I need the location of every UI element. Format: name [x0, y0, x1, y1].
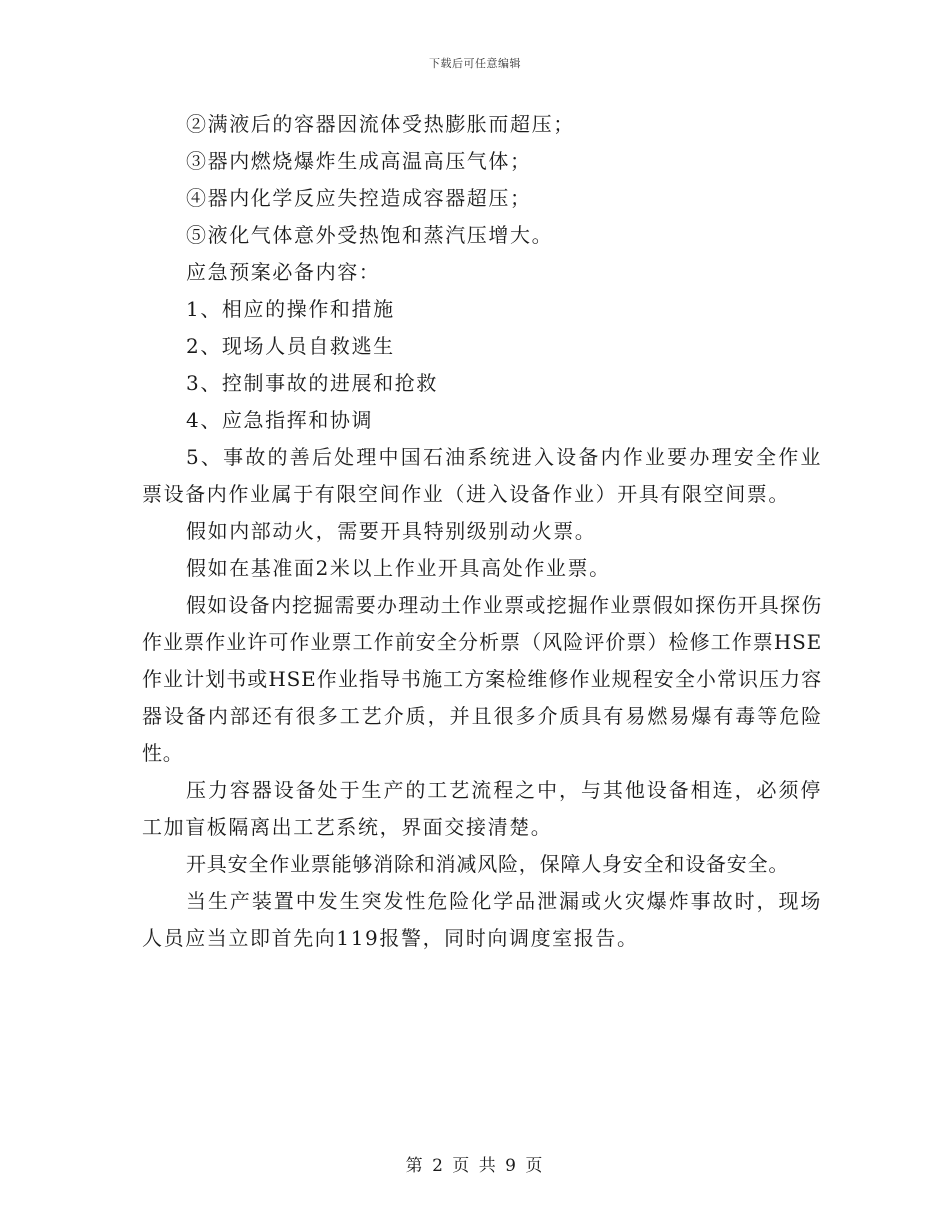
paragraph: ⑤液化气体意外受热饱和蒸汽压增大。 [186, 223, 554, 247]
paragraph: 4、应急指挥和协调 [186, 408, 374, 432]
paragraph: 假如设备内挖掘需要办理动土作业票或挖掘作业票假如探伤开具探伤作业票作业许可作业票工作前安全分析票（风险评价票）检修工作票HSE作业计划书或HSE作业指导书施工方案检维修作业规程安全小常识压力容器设备内部还有很多工艺介质，并且很多介质具有易燃易爆有毒等危险性。 [142, 593, 822, 765]
page-number: 第 2 页 共 9 页 [405, 1156, 545, 1176]
paragraph: ④器内化学反应失控造成容器超压； [186, 186, 532, 210]
paragraph: ③器内燃烧爆炸生成高温高压气体； [186, 149, 532, 173]
paragraph: ②满液后的容器因流体受热膨胀而超压； [186, 112, 575, 136]
paragraph: 当生产装置中发生突发性危险化学品泄漏或火灾爆炸事故时，现场人员应当立即首先向119报警，同时向调度室报告。 [142, 889, 822, 950]
page-header: 下载后可任意编辑 [429, 57, 521, 70]
paragraph: 3、控制事故的进展和抢救 [186, 371, 438, 395]
paragraph: 压力容器设备处于生产的工艺流程之中，与其他设备相连，必须停工加盲板隔离出工艺系统，界面交接清楚。 [142, 778, 822, 839]
paragraph: 开具安全作业票能够消除和消减风险，保障人身安全和设备安全。 [186, 852, 790, 876]
paragraph: 假如内部动火，需要开具特别级别动火票。 [186, 519, 597, 543]
paragraph: 5、事故的善后处理中国石油系统进入设备内作业要办理安全作业票设备内作业属于有限空间作业（进入设备作业）开具有限空间票。 [142, 445, 822, 506]
document-body [142, 106, 822, 957]
paragraph: 应急预案必备内容： [186, 260, 381, 284]
paragraph: 假如在基准面2米以上作业开具高处作业票。 [186, 556, 611, 580]
paragraph: 2、现场人员自救逃生 [186, 334, 395, 358]
paragraph: 1、相应的操作和措施 [186, 297, 395, 321]
